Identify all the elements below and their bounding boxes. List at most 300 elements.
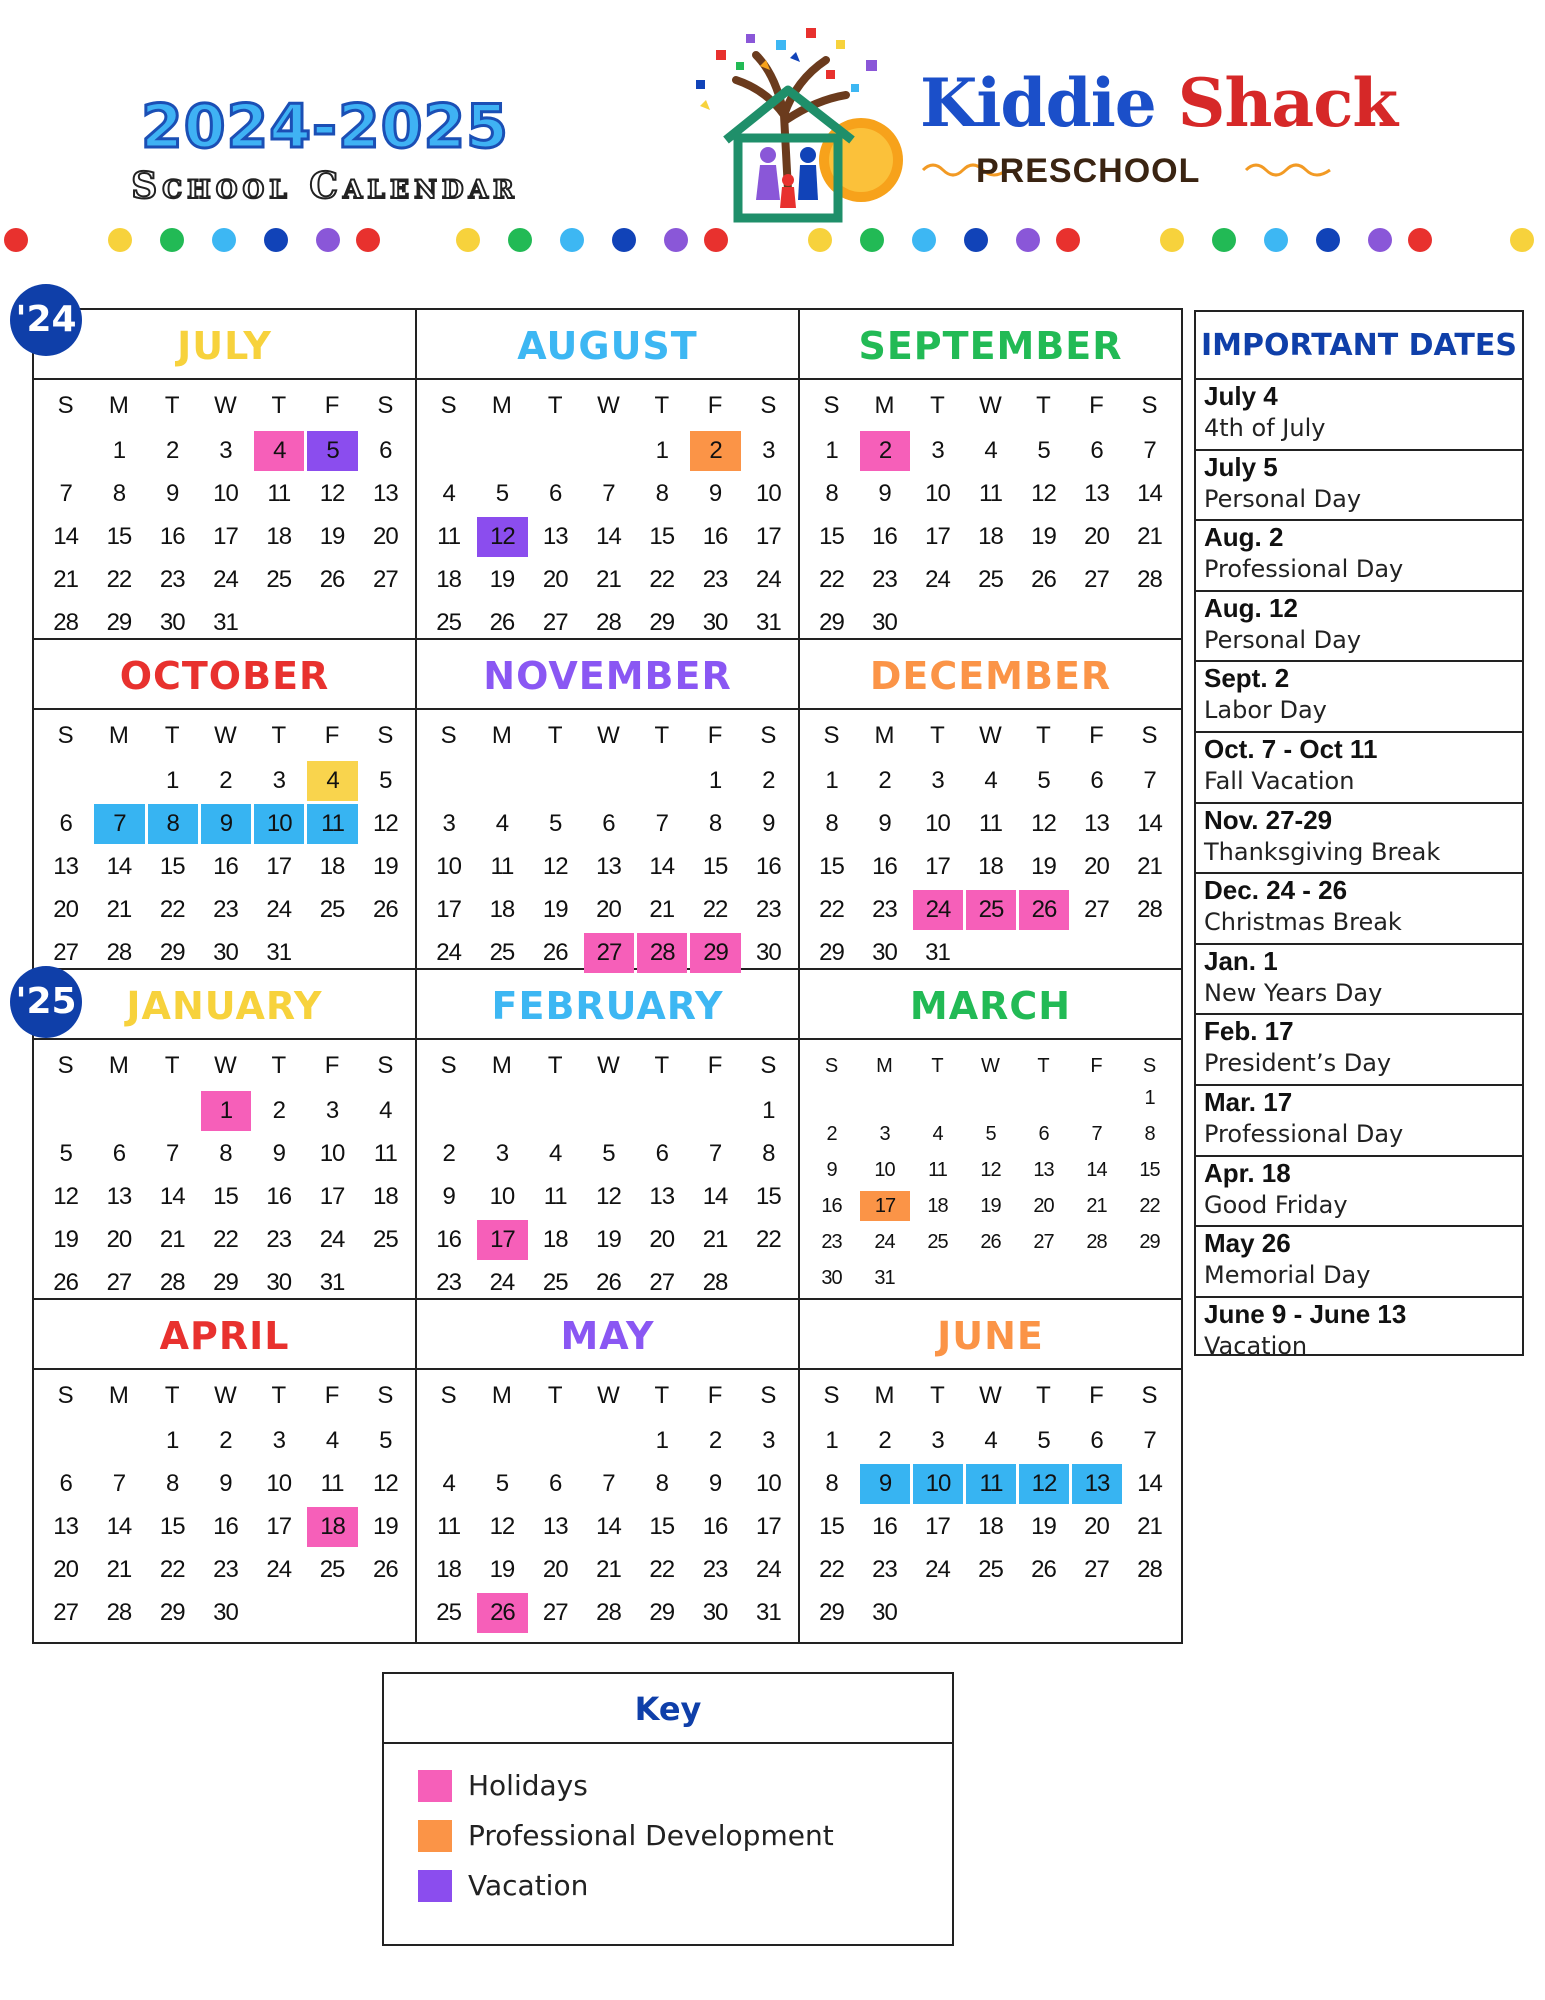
calendar-day: 21: [106, 896, 132, 923]
decorative-dot: [1368, 228, 1392, 252]
calendar-day: 9: [878, 480, 891, 507]
calendar-day: 3: [879, 1123, 890, 1145]
calendar-day: 2: [272, 1097, 285, 1124]
calendar-day: 13: [372, 480, 398, 507]
decorative-dot: [1212, 228, 1236, 252]
calendar-day: 12: [542, 853, 568, 880]
key-color-swatch: [418, 1770, 452, 1802]
important-date-item: [1196, 1086, 1522, 1157]
weekday-header: T: [547, 1052, 563, 1079]
calendar-day: 15: [649, 1513, 675, 1540]
calendar-day: 12: [489, 1513, 515, 1540]
calendar-day: 4: [495, 810, 509, 837]
calendar-day: 25: [978, 1556, 1003, 1583]
calendar-day: 11: [307, 804, 357, 844]
important-date-description: Labor Day: [1204, 696, 1327, 725]
weekday-header: S: [1141, 392, 1158, 419]
calendar-day: 27: [649, 1269, 675, 1296]
calendar-day: 11: [543, 1183, 567, 1210]
calendar-day: 28: [53, 609, 78, 636]
calendar-day: 1: [655, 1427, 668, 1454]
important-date-description: Personal Day: [1204, 484, 1362, 513]
weekday-header: S: [377, 722, 394, 749]
calendar-day: 20: [53, 896, 78, 923]
calendar-day: 14: [1086, 1159, 1107, 1181]
weekday-header: M: [874, 722, 895, 749]
calendar-day: 21: [649, 896, 675, 923]
calendar-day: 25: [266, 566, 292, 593]
calendar-day: 18: [978, 1513, 1003, 1540]
important-date: July 5: [1204, 451, 1278, 482]
calendar-day: 21: [1137, 1513, 1162, 1540]
important-date-item: [1196, 945, 1522, 1016]
weekday-header: M: [108, 1052, 129, 1079]
calendar-day: 28: [106, 939, 132, 966]
title-subtitle: School Calendar: [131, 165, 519, 207]
calendar-day: 10: [925, 810, 950, 837]
weekday-header: W: [979, 722, 1002, 749]
calendar-day: 23: [872, 566, 897, 593]
important-date-description: Personal Day: [1204, 625, 1362, 654]
important-date-description: Thanksgiving Break: [1204, 837, 1441, 866]
important-date-description: Fall Vacation: [1204, 766, 1355, 795]
calendar-day: 30: [702, 609, 728, 636]
calendar-day: 14: [1137, 810, 1162, 837]
weekday-header: M: [108, 392, 129, 419]
calendar-day: 18: [372, 1183, 398, 1210]
calendar-day: 30: [213, 939, 238, 966]
calendar-day: 29: [649, 1599, 675, 1626]
calendar-day: 16: [872, 1513, 897, 1540]
calendar-day: 6: [1038, 1123, 1049, 1145]
calendar-day: 26: [372, 896, 398, 923]
calendar-day: 4: [307, 761, 357, 801]
weekday-header: W: [214, 1052, 237, 1079]
calendar-day: 4: [932, 1123, 943, 1145]
calendar-day: 8: [1144, 1123, 1155, 1145]
calendar-day: 19: [372, 1513, 398, 1540]
calendar-day: 18: [489, 896, 515, 923]
calendar-day: 12: [372, 810, 398, 837]
calendar-day: 6: [59, 1470, 72, 1497]
calendar-day: 13: [596, 853, 621, 880]
calendar-day: 30: [702, 1599, 728, 1626]
important-date-item: [1196, 733, 1522, 804]
calendar-day: 29: [159, 1599, 185, 1626]
weekday-header: T: [271, 722, 287, 749]
calendar-day: 30: [821, 1267, 842, 1289]
calendar-day: 8: [655, 1470, 668, 1497]
important-date: July 4: [1204, 381, 1278, 411]
important-date: May 26: [1204, 1228, 1291, 1259]
calendar-day: 9: [878, 810, 891, 837]
calendar-day: 11: [979, 480, 1002, 507]
calendar-day: 20: [542, 1556, 568, 1583]
calendar-day: 27: [542, 609, 568, 636]
weekday-header: S: [760, 722, 777, 749]
calendar-day: 29: [649, 609, 675, 636]
calendar-day: 22: [159, 896, 185, 923]
calendar-day: 11: [373, 1140, 397, 1167]
calendar-day: 9: [860, 1464, 910, 1504]
calendar-day: 25: [542, 1269, 568, 1296]
important-date: Oct. 7 - Oct 11: [1204, 733, 1378, 764]
calendar-day: 14: [596, 523, 621, 550]
weekday-header: T: [654, 392, 670, 419]
important-date-item: [1196, 451, 1522, 522]
decorative-dot: [1056, 228, 1080, 252]
weekday-header: T: [1037, 1055, 1050, 1077]
important-date: Aug. 2: [1204, 522, 1284, 553]
calendar-day: 24: [913, 890, 963, 930]
calendar-day: 26: [372, 1556, 398, 1583]
calendar-day: 13: [53, 1513, 78, 1540]
decorative-dot: [1160, 228, 1184, 252]
calendar-day: 8: [825, 810, 838, 837]
calendar-day: 23: [213, 1556, 238, 1583]
calendar-day: 29: [106, 609, 132, 636]
decorative-dot: [912, 228, 936, 252]
calendar-day: 15: [819, 853, 844, 880]
calendar-day: 16: [872, 853, 897, 880]
weekday-header: F: [1089, 392, 1104, 419]
weekday-header: W: [214, 392, 237, 419]
month-may: [417, 1300, 800, 1642]
brand-name: [920, 64, 1397, 142]
calendar-day: 19: [1031, 853, 1056, 880]
weekday-header: S: [57, 392, 74, 419]
calendar-day: 15: [702, 853, 728, 880]
important-date-description: Memorial Day: [1204, 1261, 1371, 1290]
key-label: Holidays: [468, 1769, 588, 1802]
weekday-header: W: [979, 1382, 1002, 1409]
weekday-header: S: [823, 1382, 840, 1409]
tree-house-icon: [676, 20, 916, 230]
weekday-header: F: [707, 1382, 723, 1409]
calendar-day: 30: [159, 609, 185, 636]
weekday-header: S: [760, 1052, 777, 1079]
calendar-day: 31: [213, 609, 238, 636]
calendar-day: 3: [442, 810, 455, 837]
calendar-day: 30: [213, 1599, 238, 1626]
calendar-day: 3: [762, 1427, 775, 1454]
calendar-day: 6: [1090, 437, 1103, 464]
calendar-day: 9: [826, 1159, 837, 1181]
calendar-day: 15: [159, 853, 185, 880]
weekday-header: T: [547, 722, 563, 749]
month-november: [417, 640, 800, 970]
calendar-day: 10: [925, 480, 950, 507]
weekday-header: T: [1036, 1382, 1051, 1409]
weekday-header: T: [164, 1052, 180, 1079]
weekday-header: T: [547, 392, 563, 419]
calendar-day: 17: [925, 1513, 950, 1540]
calendar-day: 13: [1084, 810, 1109, 837]
important-date-description: 4th of July: [1204, 414, 1326, 442]
weekday-header: F: [707, 722, 723, 749]
calendar-day: 11: [928, 1159, 947, 1181]
calendar-day: 18: [307, 1507, 357, 1547]
month-title: MARCH: [800, 970, 1181, 1040]
calendar-day: 23: [702, 566, 728, 593]
decorative-dot: [560, 228, 584, 252]
weekday-header: T: [547, 1382, 563, 1409]
calendar-day: 15: [106, 523, 132, 550]
calendar-day: 20: [649, 1226, 675, 1253]
calendar-day: 22: [702, 896, 728, 923]
calendar-day: 5: [1037, 767, 1050, 794]
calendar-day: 25: [372, 1226, 398, 1253]
important-date-description: Professional Day: [1204, 555, 1404, 584]
calendar-day: 27: [1084, 896, 1109, 923]
calendar-day: 6: [1090, 1427, 1103, 1454]
calendar-day: 24: [266, 896, 292, 923]
calendar-day: 28: [596, 1599, 621, 1626]
weekday-header: T: [271, 392, 287, 419]
calendar-day: 19: [1031, 1513, 1056, 1540]
calendar-day: 13: [542, 1513, 568, 1540]
calendar-day: 28: [1137, 566, 1162, 593]
decorative-dot: [108, 228, 132, 252]
decorative-dot: [664, 228, 688, 252]
important-date-item: [1196, 1298, 1522, 1369]
important-date-description: Vacation: [1204, 1331, 1308, 1360]
calendar-day: 6: [1090, 767, 1103, 794]
month-january: [34, 970, 417, 1300]
calendar-day: 1: [825, 437, 838, 464]
calendar-day: 25: [319, 1556, 345, 1583]
calendar-day: 25: [927, 1231, 948, 1253]
calendar-day: 12: [596, 1183, 621, 1210]
weekday-header: S: [1141, 722, 1158, 749]
calendar-day: 10: [874, 1159, 895, 1181]
important-dates-title: IMPORTANT DATES: [1196, 312, 1522, 380]
calendar-day: 3: [931, 1427, 944, 1454]
calendar-day: 9: [219, 1470, 232, 1497]
calendar-day: 4: [442, 480, 455, 507]
calendar-day: 5: [307, 431, 357, 471]
calendar-day: 17: [755, 1513, 781, 1540]
calendar-day: 18: [927, 1195, 948, 1217]
calendar-day: 18: [266, 523, 292, 550]
calendar-day: 1: [166, 1427, 179, 1454]
calendar-day: 4: [325, 1427, 339, 1454]
calendar-day: 1: [655, 437, 668, 464]
weekday-header: F: [324, 722, 340, 749]
key-color-swatch: [418, 1870, 452, 1902]
calendar-day: 9: [166, 480, 179, 507]
important-date-item: [1196, 521, 1522, 592]
calendar-day: 2: [219, 1427, 232, 1454]
calendar-day: 27: [1084, 1556, 1109, 1583]
key-color-swatch: [418, 1820, 452, 1852]
calendar-day: 29: [213, 1269, 238, 1296]
year-badge-2025: '25: [10, 966, 82, 1038]
weekday-header: M: [491, 1052, 512, 1079]
calendar-day: 13: [1084, 480, 1109, 507]
calendar-day: 4: [984, 437, 997, 464]
month-august: [417, 310, 800, 640]
decorative-dot: [860, 228, 884, 252]
calendar-day: 22: [819, 566, 844, 593]
weekday-header: W: [981, 1055, 1000, 1077]
calendar-day: 10: [266, 1470, 292, 1497]
decorative-dot: [264, 228, 288, 252]
weekday-header: S: [440, 1382, 457, 1409]
title-years: 2024-2025: [141, 92, 509, 162]
calendar-day: 3: [272, 767, 285, 794]
weekday-header: T: [271, 1382, 287, 1409]
calendar-day: 7: [59, 480, 72, 507]
calendar-day: 7: [708, 1140, 722, 1167]
weekday-header: T: [1036, 392, 1051, 419]
calendar-day: 4: [549, 1140, 562, 1167]
calendar-day: 16: [436, 1226, 461, 1253]
calendar-day: 17: [477, 1220, 527, 1260]
calendar-day: 24: [755, 1556, 781, 1583]
calendar-day: 24: [436, 939, 461, 966]
calendar-day: 15: [649, 523, 675, 550]
calendar-day: 7: [94, 804, 144, 844]
calendar-day: 18: [978, 853, 1003, 880]
calendar-day: 12: [477, 517, 527, 557]
calendar-day: 2: [166, 437, 179, 464]
calendar-day: 15: [819, 1513, 844, 1540]
decorative-dot: [612, 228, 636, 252]
calendar-day: 28: [702, 1269, 728, 1296]
calendar-day: 8: [112, 480, 126, 507]
important-date-item: [1196, 662, 1522, 733]
weekday-header: M: [874, 1382, 895, 1409]
decorative-dot: [356, 228, 380, 252]
calendar-day: 8: [166, 1470, 179, 1497]
weekday-header: S: [377, 392, 394, 419]
calendar-day: 30: [872, 1599, 897, 1626]
decorative-dot: [704, 228, 728, 252]
calendar-day: 2: [878, 1427, 891, 1454]
calendar-day: 31: [755, 1599, 781, 1626]
calendar-day: 22: [213, 1226, 238, 1253]
weekday-header: T: [930, 722, 945, 749]
important-date-description: Professional Day: [1204, 1119, 1404, 1148]
weekday-header: W: [214, 1382, 237, 1409]
calendar-day: 20: [596, 896, 621, 923]
calendar-day: 24: [266, 1556, 292, 1583]
calendar-day: 30: [872, 609, 897, 636]
calendar-day: 11: [966, 1464, 1016, 1504]
calendar-day: 7: [166, 1140, 179, 1167]
calendar-day: 20: [1033, 1195, 1054, 1217]
month-february: [417, 970, 800, 1300]
weekday-header: M: [491, 722, 512, 749]
calendar-day: 12: [53, 1183, 78, 1210]
month-june: [800, 1300, 1181, 1642]
calendar-day: 23: [755, 896, 781, 923]
weekday-header: W: [214, 722, 237, 749]
calendar-day: 5: [379, 1427, 392, 1454]
calendar-day: 12: [1019, 1464, 1069, 1504]
weekday-header: W: [597, 1052, 620, 1079]
calendar-day: 4: [379, 1097, 392, 1124]
calendar-day: 14: [106, 1513, 132, 1540]
weekday-header: S: [57, 722, 74, 749]
calendar-day: 8: [148, 804, 198, 844]
calendar-day: 19: [1031, 523, 1056, 550]
weekday-header: S: [440, 722, 457, 749]
calendar-day: 9: [442, 1183, 455, 1210]
calendar-day: 16: [821, 1195, 842, 1217]
calendar-day: 19: [372, 853, 398, 880]
month-title: AUGUST: [417, 310, 798, 380]
important-date: Apr. 18: [1204, 1157, 1291, 1188]
calendar-day: 11: [437, 523, 461, 550]
weekday-header: T: [1036, 722, 1051, 749]
calendar-day: 4: [442, 1470, 455, 1497]
calendar-day: 7: [1143, 767, 1156, 794]
calendar-day: 1: [112, 437, 126, 464]
calendar-day: 24: [489, 1269, 515, 1296]
calendar-day: 2: [690, 431, 740, 471]
calendar-day: 27: [106, 1269, 132, 1296]
calendar-day: 16: [755, 853, 781, 880]
weekday-header: W: [979, 392, 1002, 419]
calendar-day: 23: [213, 896, 238, 923]
calendar-day: 28: [106, 1599, 132, 1626]
calendar-day: 3: [219, 437, 232, 464]
calendar-day: 21: [106, 1556, 132, 1583]
calendar-day: 19: [596, 1226, 621, 1253]
calendar-day: 22: [159, 1556, 185, 1583]
decorative-dot: [456, 228, 480, 252]
calendar-day: 28: [637, 933, 687, 973]
calendar-day: 6: [655, 1140, 668, 1167]
calendar-day: 5: [1037, 1427, 1050, 1454]
calendar-day: 22: [649, 566, 675, 593]
weekday-header: F: [1090, 1055, 1103, 1077]
month-september: [800, 310, 1181, 640]
key-label: Professional Development: [468, 1819, 834, 1852]
calendar-day: 27: [372, 566, 398, 593]
weekday-header: S: [823, 392, 840, 419]
calendar-day: 21: [596, 566, 621, 593]
calendar-day: 26: [489, 609, 515, 636]
calendar-day: 12: [319, 480, 345, 507]
calendar-day: 20: [542, 566, 568, 593]
calendar-day: 27: [1084, 566, 1109, 593]
calendar-day: 1: [201, 1091, 251, 1131]
weekday-header: T: [930, 1382, 945, 1409]
weekday-header: M: [491, 392, 512, 419]
calendar-day: 31: [925, 939, 950, 966]
calendar-day: 27: [53, 1599, 78, 1626]
important-date-item: [1196, 380, 1522, 451]
calendar-day: 5: [379, 767, 392, 794]
decorative-dot: [1408, 228, 1432, 252]
calendar-day: 27: [1033, 1231, 1054, 1253]
weekday-header: M: [874, 392, 895, 419]
calendar-day: 19: [319, 523, 345, 550]
calendar-day: 7: [1143, 1427, 1156, 1454]
weekday-header: M: [491, 1382, 512, 1409]
important-date: Sept. 2: [1204, 663, 1290, 694]
weekday-header: T: [271, 1052, 287, 1079]
calendar-day: 14: [702, 1183, 728, 1210]
weekday-header: F: [707, 392, 723, 419]
calendar-day: 6: [112, 1140, 126, 1167]
calendar-day: 10: [489, 1183, 515, 1210]
calendar-day: 28: [596, 609, 621, 636]
weekday-header: S: [760, 1382, 777, 1409]
